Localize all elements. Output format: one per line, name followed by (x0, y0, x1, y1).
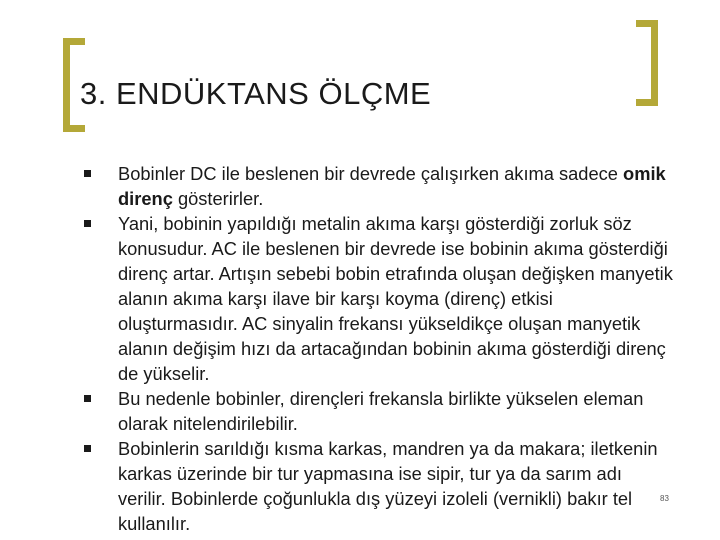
right-bracket-decoration (651, 20, 658, 106)
bullet-item (84, 386, 674, 436)
left-bracket-top (63, 38, 85, 45)
bullet-text: Bobinler DC ile beslenen bir devrede çalışırken akıma sadece (118, 163, 624, 184)
left-bracket-bottom (63, 125, 85, 132)
bullet-list (84, 161, 674, 536)
slide-title: 3. ENDÜKTANS ÖLÇME (80, 76, 432, 111)
bullet-item (84, 161, 674, 211)
slide-number: 83 (660, 494, 669, 503)
bullet-text: Bobinlerin sarıldığı kısma karkas, mandren ya da makara; iletkenin karkas üzerinde bir tur yapmasına ise sipir, tur ya da sarım adı verilir. Bobinlerde çoğunlukla dış yüzeyi izoleli (vernikli) bakır tel kullanılır. (118, 438, 658, 534)
bullet-text-tail: gösterirler. (172, 188, 264, 209)
bullet-square-icon (84, 395, 91, 402)
bullet-square-icon (84, 445, 91, 452)
right-bracket-top (636, 20, 658, 27)
bullet-text: Bu nedenle bobinler, dirençleri frekansla birlikte yükselen eleman olarak nitelendirilebilir. (118, 388, 644, 434)
left-bracket-decoration (63, 38, 70, 132)
bullet-item (84, 436, 674, 536)
bullet-text: Yani, bobinin yapıldığı metalin akıma karşı gösterdiği zorluk söz konusudur. AC ile beslenen bir devrede ise bobinin akıma gösterdiği direnç artar. Artışın sebebi bobin etrafında oluşan değişken manyetik alanın akıma karşı ilave bir karşı koyma (direnç) etkisi oluşturmasıdır. AC sinyalin frekansı yükseldikçe oluşan manyetik alanın değişim hızı da artacağından bobinin akıma gösterdiği direnç de yükselir. (118, 213, 673, 384)
bullet-bold-text: omik direnç (118, 163, 666, 209)
bullet-square-icon (84, 220, 91, 227)
bullet-item (84, 211, 674, 386)
bullet-square-icon (84, 170, 91, 177)
right-bracket-bottom (636, 99, 658, 106)
